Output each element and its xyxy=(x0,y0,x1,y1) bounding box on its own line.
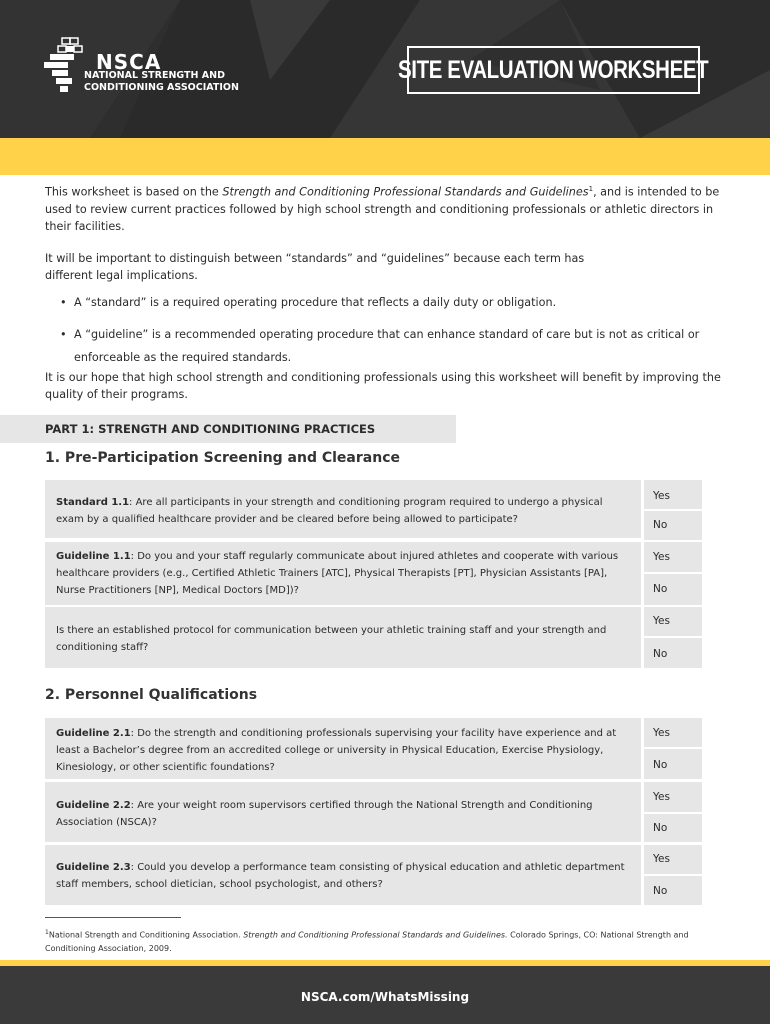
question-text: : Are all participants in your strength and conditioning program required to undergo a physical exam by a qualified healthcare provider and be cleared before being allowed to participate? xyxy=(56,497,603,525)
section-2-title: 2. Personnel Qualifications xyxy=(45,687,258,703)
logo-subtitle-line-2: CONDITIONING ASSOCIATION xyxy=(84,82,239,93)
answer-yes-1-1[interactable] xyxy=(644,480,702,509)
logo-subtitle-line-1: NATIONAL STRENGTH AND xyxy=(84,70,225,81)
question-label: Guideline 2.2 xyxy=(56,800,131,811)
page-title: SITE EVALUATION WORKSHEET xyxy=(398,55,709,84)
bullet-guideline-text: A “guideline” is a recommended operating procedure that can enhance standard of care but is not as critical or enforceable as the required standards. xyxy=(74,328,700,364)
answer-yes-g1-1[interactable] xyxy=(644,542,702,572)
answer-yes-label: Yes xyxy=(653,791,670,803)
nsca-logo xyxy=(44,36,264,100)
answer-yes-1-3[interactable] xyxy=(644,607,702,636)
intro-citation-title: Strength and Conditioning Professional Standards and Guidelines xyxy=(222,185,589,199)
intro-footnote-ref: 1 xyxy=(588,185,594,193)
question-label: Guideline 1.1 xyxy=(56,551,131,562)
answer-no-label: No xyxy=(653,648,668,660)
answer-yes-label: Yes xyxy=(653,615,670,627)
page-header xyxy=(0,0,770,138)
part-1-title: PART 1: STRENGTH AND CONDITIONING PRACTICES xyxy=(45,422,376,436)
question-guideline-2-1 xyxy=(45,718,641,779)
footnote-text-b: Colorado Springs, CO: National Strength and Conditioning Association, 2009. xyxy=(45,930,689,953)
question-text: : Are your weight room supervisors certified through the National Strength and Conditioning Association (NSCA)? xyxy=(56,800,593,828)
section-1-title: 1. Pre-Participation Screening and Clearance xyxy=(45,450,400,466)
question-label: Guideline 2.3 xyxy=(56,862,131,873)
footnote-divider xyxy=(45,917,181,918)
footnote-text-a: National Strength and Conditioning Association. xyxy=(48,930,244,940)
intro-text-a: This worksheet is based on the xyxy=(45,185,223,199)
nsca-logo-mark-icon xyxy=(44,36,88,100)
question-guideline-1-1 xyxy=(45,542,641,605)
question-label: Standard 1.1 xyxy=(56,497,130,508)
bullet-standard xyxy=(60,291,710,314)
question-text: : Do the strength and conditioning professionals supervising your facility have experience and at least a Bachelor’s degree from an accredited college or university in Physical Education, Exercise Physiology, Kinesiology, or other scientific foundations? xyxy=(56,728,617,773)
answer-no-g1-1[interactable] xyxy=(644,574,702,605)
footer-url-link[interactable]: NSCA.com/WhatsMissing xyxy=(300,990,470,1004)
question-guideline-2-2 xyxy=(45,782,641,842)
question-guideline-2-3 xyxy=(45,845,641,905)
answer-yes-2-3[interactable] xyxy=(644,845,702,874)
intro-paragraph-2: It will be important to distinguish between “standards” and “guidelines” because each term has different legal implications. xyxy=(45,252,585,282)
part-1-banner xyxy=(0,415,456,443)
header-accent-bar xyxy=(0,138,770,175)
page-footer xyxy=(0,966,770,1024)
answer-no-label: No xyxy=(653,583,668,595)
answer-no-label: No xyxy=(653,519,668,531)
question-label: Guideline 2.1 xyxy=(56,728,131,739)
bullet-icon: • xyxy=(60,328,67,341)
footnote xyxy=(45,926,735,955)
answer-no-2-3[interactable] xyxy=(644,876,702,905)
answer-yes-label: Yes xyxy=(653,490,670,502)
answer-yes-2-1[interactable] xyxy=(644,718,702,747)
bullet-standard-text: A “standard” is a required operating procedure that reflects a daily duty or obligation. xyxy=(74,296,557,309)
bullet-icon: • xyxy=(60,296,67,309)
answer-no-label: No xyxy=(653,885,668,897)
answer-no-2-1[interactable] xyxy=(644,749,702,779)
answer-no-1-3[interactable] xyxy=(644,638,702,668)
intro-text-b: , and is intended to be used to review current practices followed by high school strength and conditioning professionals or athletic directors in their facilities. xyxy=(45,185,720,233)
answer-no-label: No xyxy=(653,822,668,834)
question-protocol-communication xyxy=(45,607,641,668)
logo-wordmark: NSCA xyxy=(96,50,162,74)
question-standard-1-1 xyxy=(45,480,641,538)
footnote-number: 1 xyxy=(45,929,49,936)
question-text: Is there an established protocol for communication between your athletic training staff and your strength and conditioning staff? xyxy=(56,625,607,653)
answer-no-2-2[interactable] xyxy=(644,814,702,842)
answer-no-label: No xyxy=(653,759,668,771)
intro-paragraph-3: It is our hope that high school strength and conditioning professionals using this worksheet will benefit by improving the quality of their programs. xyxy=(45,371,721,401)
question-text: : Could you develop a performance team consisting of physical education and athletic department staff members, school dietician, school psychologist, and others? xyxy=(56,862,625,890)
answer-yes-label: Yes xyxy=(653,551,670,563)
footnote-citation-title: Strength and Conditioning Professional Standards and Guidelines. xyxy=(243,930,508,940)
logo-subtitle xyxy=(84,70,274,94)
worksheet-title-box xyxy=(398,46,709,94)
answer-yes-label: Yes xyxy=(653,853,670,865)
question-text: : Do you and your staff regularly communicate about injured athletes and cooperate with various healthcare providers (e.g., Certified Athletic Trainers [ATC], Physical Therapists [PT], Physician Assistants [PA], Nurse Practitioners [NP], Medical Doctors [MD])? xyxy=(56,551,619,596)
bullet-guideline xyxy=(60,323,710,369)
intro-paragraph-1 xyxy=(45,181,725,235)
answer-yes-label: Yes xyxy=(653,727,670,739)
answer-no-1-1[interactable] xyxy=(644,511,702,540)
answer-yes-2-2[interactable] xyxy=(644,782,702,812)
